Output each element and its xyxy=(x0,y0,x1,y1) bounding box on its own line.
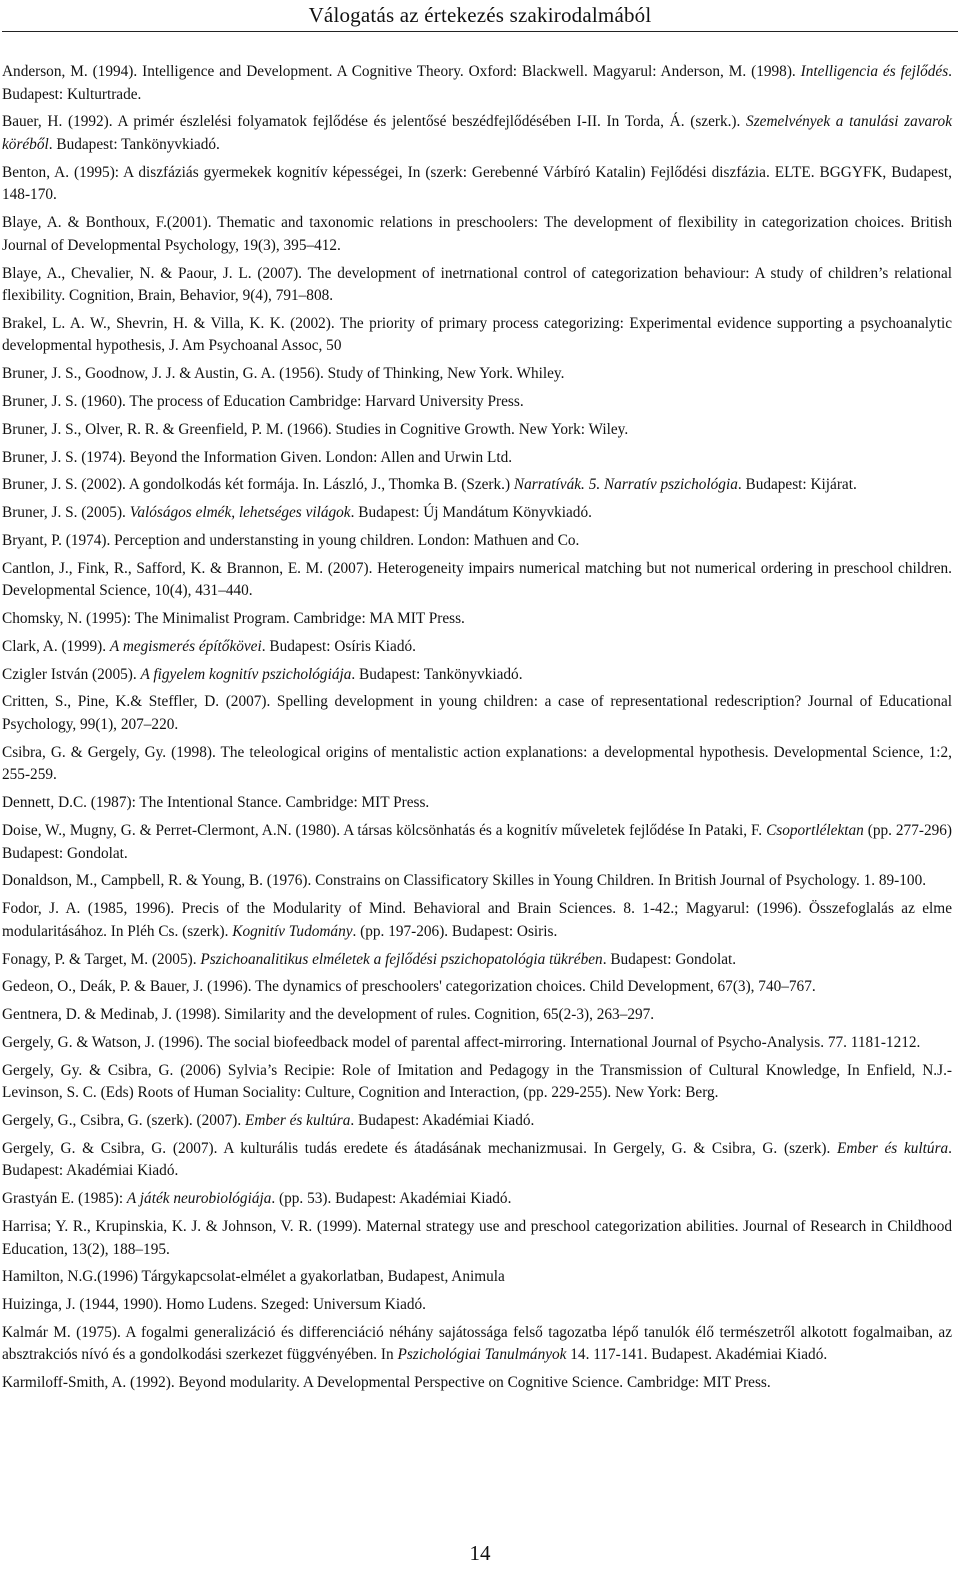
reference-entry xyxy=(2,636,952,659)
running-header: Válogatás az értekezés szakirodalmából xyxy=(308,3,652,27)
reference-entry xyxy=(2,898,952,943)
reference-text: Bruner, J. S. (2005). xyxy=(2,504,130,522)
reference-entry xyxy=(2,742,952,787)
reference-text: Cantlon, J., Fink, R., Safford, K. & Brannon, E. M. (2007). Heterogeneity impairs numerical matching but not numerical ordering in preschool children. Developmental Science, 10(4), 431–440. xyxy=(2,559,952,600)
reference-entry xyxy=(2,1266,952,1289)
reference-entry xyxy=(2,1322,952,1367)
reference-entry xyxy=(2,61,952,106)
reference-title-italic: Szemelvények a tanulási zavarok köréből xyxy=(2,113,952,153)
reference-entry xyxy=(2,1294,952,1317)
reference-entry xyxy=(2,1372,952,1395)
reference-text: . Budapest: Osíris Kiadó. xyxy=(261,637,416,655)
reference-title-italic: Intelligencia és fejlődés xyxy=(800,63,949,80)
reference-title-italic: Narratívák. 5. Narratív pszichológia xyxy=(513,476,738,494)
reference-text: Hamilton, N.G.(1996) Tárgykapcsolat-elmélet a gyakorlatban, Budapest, Animula xyxy=(2,1268,505,1286)
reference-entry xyxy=(2,870,952,893)
reference-entry xyxy=(2,363,952,386)
reference-text: Harrisa; Y. R., Krupinskia, K. J. & Johnson, V. R. (1999). Maternal strategy use and preschool categorization abilities. Journal of Research in Childhood Education, 13(2), 188–195. xyxy=(2,1217,952,1258)
reference-text: Fodor, J. A. (1985, 1996). Precis of the Modularity of Mind. Behavioral and Brain Sciences. 8. 1-42.; Magyarul: (1996). Összefoglalás az elme modularitásához. In Pléh Cs. (szerk). xyxy=(2,900,952,940)
reference-title-italic: A megismerés építőkövei xyxy=(109,637,262,655)
reference-title-italic: Kognitív Tudomány xyxy=(232,922,353,940)
reference-text: Bruner, J. S. (2002). A gondolkodás két formája. In. László, J., Thomka B. (Szerk.) xyxy=(2,476,514,494)
reference-entry xyxy=(2,1188,952,1211)
reference-entry xyxy=(2,447,952,470)
reference-text: Karmiloff-Smith, A. (1992). Beyond modularity. A Developmental Perspective on Cognitive Science. Cambridge: MIT Press. xyxy=(2,1374,771,1392)
reference-text: Fonagy, P. & Target, M. (2005). xyxy=(2,950,201,968)
reference-entry xyxy=(2,313,952,358)
reference-text: . Budapest: Kijárat. xyxy=(737,476,857,494)
reference-text: 14. 117-141. Budapest. Akadémiai Kiadó. xyxy=(566,1346,828,1364)
reference-text: Bruner, J. S., Goodnow, J. J. & Austin, G. A. (1956). Study of Thinking, New York. Whiley. xyxy=(2,365,565,383)
reference-title-italic: Csoportlélektan xyxy=(766,821,864,839)
reference-text: Huizinga, J. (1944, 1990). Homo Ludens. Szeged: Universum Kiadó. xyxy=(2,1296,426,1314)
reference-entry xyxy=(2,949,952,972)
reference-text: Gedeon, O., Deák, P. & Bauer, J. (1996). The dynamics of preschoolers' categorization choices. Child Development, 67(3), 740–767. xyxy=(2,978,816,996)
reference-entry xyxy=(2,792,952,815)
reference-text: (pp. 277-296) Budapest: Gondolat. xyxy=(2,821,952,862)
reference-title-italic: A figyelem kognitív pszichológiája xyxy=(140,665,352,683)
reference-entry xyxy=(2,1110,952,1133)
reference-text: Czigler István (2005). xyxy=(2,665,141,683)
reference-text: Anderson, M. (1994). Intelligence and Development. A Cognitive Theory. Oxford: Blackwell. Magyarul: Anderson, M. (1998). xyxy=(2,63,801,80)
reference-entry xyxy=(2,162,952,207)
reference-text: Dennett, D.C. (1987): The Intentional Stance. Cambridge: MIT Press. xyxy=(2,794,430,812)
reference-text: . Budapest: Tankönyvkiadó. xyxy=(351,665,523,683)
reference-text: . Budapest: Tankönyvkiadó. xyxy=(48,135,220,153)
reference-entry xyxy=(2,502,952,525)
reference-entry xyxy=(2,664,952,687)
reference-entry xyxy=(2,608,952,631)
reference-entry xyxy=(2,111,952,156)
reference-entry xyxy=(2,474,952,497)
reference-title-italic: Ember és kultúra xyxy=(837,1139,949,1157)
reference-text: Clark, A. (1999). xyxy=(2,637,110,655)
reference-text: Blaye, A., Chevalier, N. & Paour, J. L. (2007). The development of inetrnational control of categorization behaviour: A study of children’s relational flexibility. Cognition, Brain, Behavior, 9(4), 791–808. xyxy=(2,264,952,305)
reference-text: Blaye, A. & Bonthoux, F.(2001). Thematic and taxonomic relations in preschoolers: The development of flexibility in categorization choices. British Journal of Developmental Psychology, 19(3), 395–412. xyxy=(2,214,952,254)
reference-entry xyxy=(2,691,952,736)
reference-entry xyxy=(2,558,952,603)
reference-text: Bruner, J. S., Olver, R. R. & Greenfield, P. M. (1966). Studies in Cognitive Growth. New York: Wiley. xyxy=(2,420,629,438)
reference-text: . (pp. 197-206). Budapest: Osiris. xyxy=(352,922,558,940)
reference-list xyxy=(2,61,952,1400)
reference-text: Doise, W., Mugny, G. & Perret-Clermont, A.N. (1980). A társas kölcsönhatás és a kognitív műveletek fejlődése In Pataki, F. xyxy=(2,821,767,839)
reference-entry xyxy=(2,1004,952,1027)
reference-entry xyxy=(2,1138,952,1183)
reference-text: Kalmár M. (1975). A fogalmi generalizáció és differenciáció néhány sajátossága felső tagozatba lépő tanulók élő természetről alkotott fogalmaiban, az absztrakciós nívó és a gondolkodási szerkezet függvényében. In xyxy=(2,1323,952,1364)
reference-text: Bruner, J. S. (1960). The process of Education Cambridge: Harvard University Press. xyxy=(2,393,524,411)
reference-title-italic: Valóságos elmék, lehetséges világok xyxy=(129,504,351,522)
reference-text: . Budapest: Akadémiai Kiadó. xyxy=(2,1139,952,1180)
reference-text: Csibra, G. & Gergely, Gy. (1998). The teleological origins of mentalistic action explanations: a developmental hypothesis. Developmental Science, 1:2, 255-259. xyxy=(2,743,952,784)
reference-entry xyxy=(2,263,952,308)
reference-text: Gergely, Gy. & Csibra, G. (2006) Sylvia’s Recipie: Role of Imitation and Pedagogy in the Transmission of Cultural Knowledge, In Enfield, N.J.- Levinson, S. C. (Eds) Roots of Human Sociality: Culture, Cognition and Interaction, (pp. 229-255). New York: Berg. xyxy=(2,1061,952,1102)
reference-text: Gergely, G. & Watson, J. (1996). The social biofeedback model of parental affect-mirroring. International Journal of Psycho-Analysis. 77. 1181-1212. xyxy=(2,1033,921,1051)
reference-entry xyxy=(2,1216,952,1261)
reference-text: Brakel, L. A. W., Shevrin, H. & Villa, K. K. (2002). The priority of primary process categorizing: Experimental evidence supporting a psychoanalytic developmental hypothesis, J. Am Psychoanal Assoc, 50 xyxy=(2,314,952,355)
reference-entry xyxy=(2,212,952,257)
reference-text: Gentnera, D. & Medinab, J. (1998). Similarity and the development of rules. Cognition, 65(2-3), 263–297. xyxy=(2,1006,655,1024)
reference-entry xyxy=(2,419,952,442)
reference-text: . (pp. 53). Budapest: Akadémiai Kiadó. xyxy=(271,1190,512,1208)
reference-entry xyxy=(2,1060,952,1105)
reference-entry xyxy=(2,530,952,553)
reference-title-italic: Pszichoanalitikus elméletek a fejlődési pszichopatológia tükrében xyxy=(200,950,603,968)
reference-title-italic: Ember és kultúra xyxy=(245,1112,351,1129)
reference-text: . Budapest: Új Mandátum Könyvkiadó. xyxy=(350,504,592,522)
reference-text: . Budapest: Kulturtrade. xyxy=(2,63,952,103)
reference-text: Grastyán E. (1985): xyxy=(2,1190,127,1208)
reference-text: Benton, A. (1995): A diszfáziás gyermekek kognitív képességei, In (szerk: Gerebenné Várbíró Katalin) Fejlődési diszfázia. ELTE. BGGYFK, Budapest, 148-170. xyxy=(2,163,952,204)
reference-entry xyxy=(2,820,952,865)
reference-entry xyxy=(2,1032,952,1055)
reference-title-italic: Pszichológiai Tanulmányok xyxy=(397,1346,567,1364)
reference-text: Bryant, P. (1974). Perception and understansting in young children. London: Mathuen and Co. xyxy=(2,531,580,549)
reference-entry xyxy=(2,976,952,999)
reference-title-italic: A játék neurobiológiája xyxy=(126,1190,272,1208)
reference-text: . Budapest: Gondolat. xyxy=(602,950,737,968)
reference-text: Gergely, G., Csibra, G. (szerk). (2007). xyxy=(2,1112,245,1129)
header-divider xyxy=(2,31,958,32)
reference-text: Chomsky, N. (1995): The Minimalist Program. Cambridge: MA MIT Press. xyxy=(2,610,465,628)
reference-text: Bauer, H. (1992). A primér észlelési folyamatok fejlődése és jelentősé beszédfejlődésében I-II. In Torda, Á. (szerk.). xyxy=(2,113,747,131)
reference-entry xyxy=(2,391,952,414)
page-number: 14 xyxy=(469,1541,491,1565)
reference-text: . Budapest: Akadémiai Kiadó. xyxy=(350,1112,535,1129)
reference-text: Gergely, G. & Csibra, G. (2007). A kulturális tudás eredete és átadásának mechanizmusai. In Gergely, G. & Csibra, G. (szerk). xyxy=(2,1139,837,1157)
reference-text: Donaldson, M., Campbell, R. & Young, B. (1976). Constrains on Classificatory Skilles in Young Children. In British Journal of Psychology. 1. 89-100. xyxy=(2,872,927,890)
reference-text: Critten, S., Pine, K.& Steffler, D. (2007). Spelling development in young children: a case of representational redescription? Journal of Educational Psychology, 99(1), 207–220. xyxy=(2,693,952,734)
reference-text: Bruner, J. S. (1974). Beyond the Information Given. London: Allen and Urwin Ltd. xyxy=(2,448,513,466)
